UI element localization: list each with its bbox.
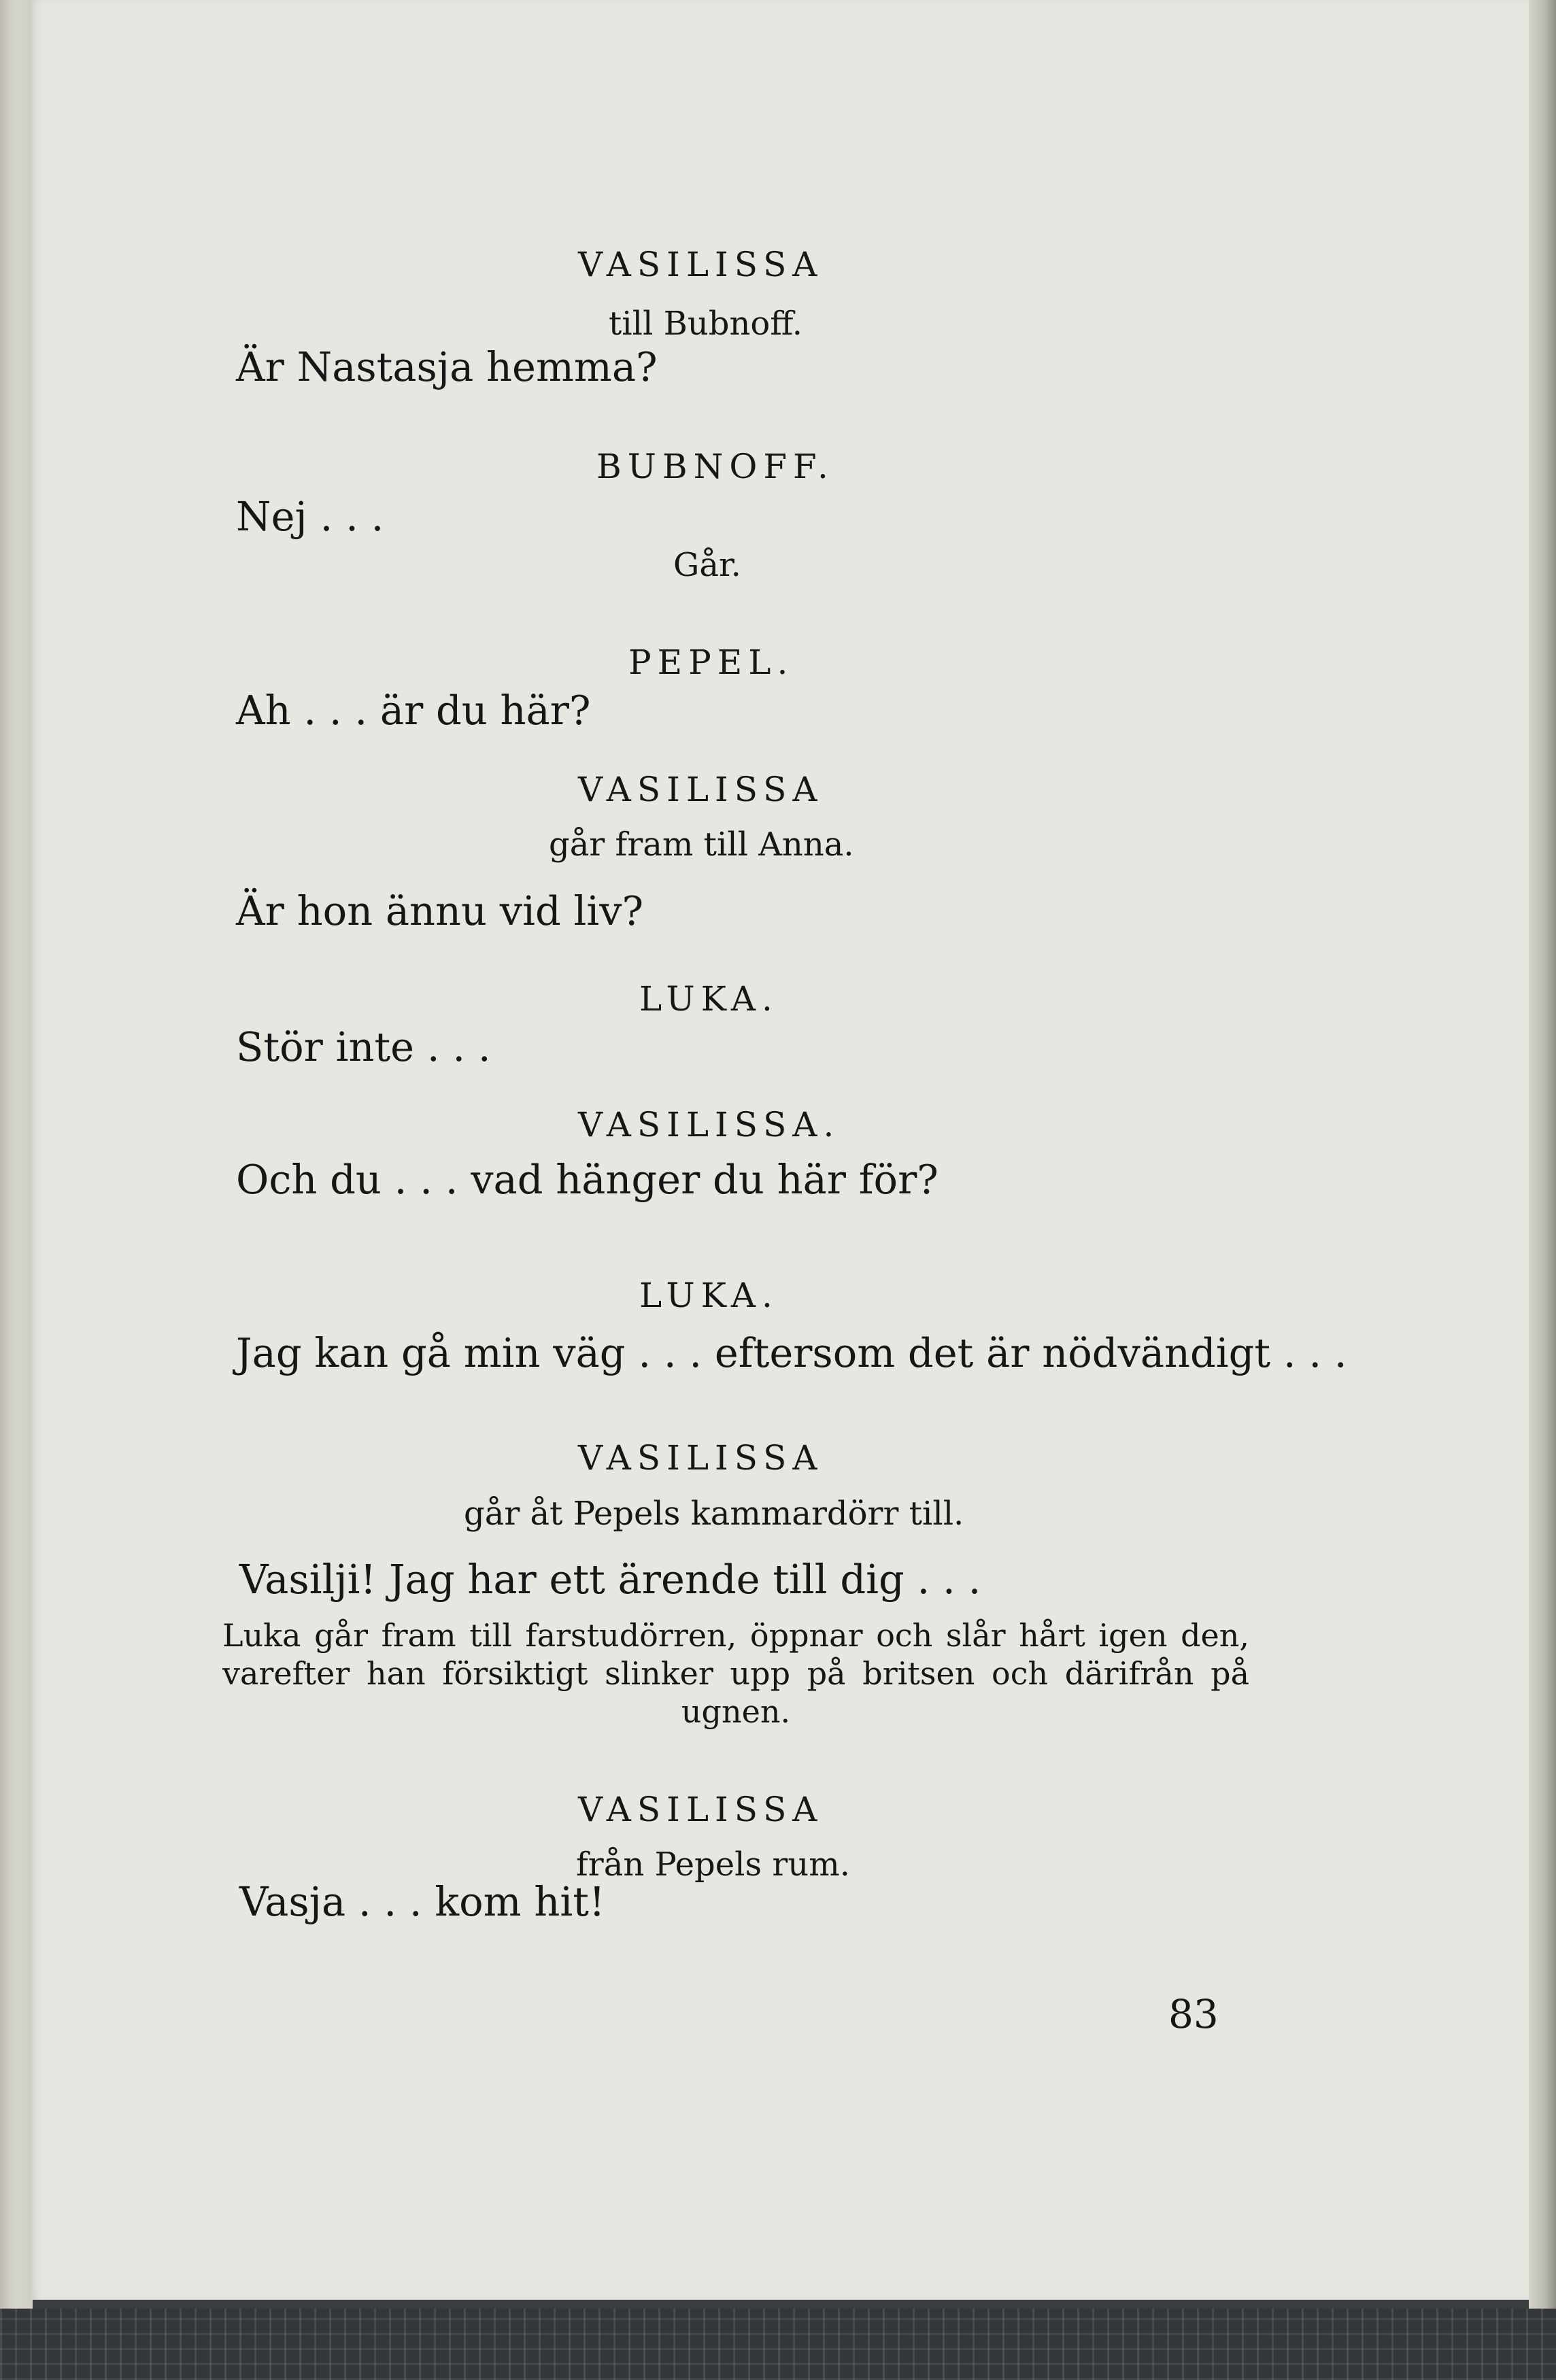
- page-number: 83: [1168, 1991, 1219, 2037]
- dialogue-line: Är hon ännu vid liv?: [236, 887, 644, 934]
- speaker-name: VASILISSA: [578, 1438, 824, 1478]
- dialogue-line: Nej . . .: [236, 493, 384, 540]
- stage-direction: går åt Pepels kammardörr till.: [464, 1495, 964, 1533]
- stage-direction: Går.: [673, 546, 741, 584]
- background-mat: [0, 2309, 1556, 2380]
- speaker-name: VASILISSA: [578, 245, 824, 284]
- dialogue-line: Vasilji! Jag har ett ärende till dig . . .: [239, 1556, 981, 1603]
- page-edge-left: [0, 0, 33, 2309]
- dialogue-line: Är Nastasja hemma?: [236, 343, 658, 390]
- speaker-name: VASILISSA: [578, 770, 824, 809]
- stage-direction-block: Luka går fram till farstudörren, öppnar och slår hårt igen den, varefter han försiktigt slinker upp på britsen och därifrån på ugnen.: [222, 1617, 1249, 1730]
- dialogue-line: Ah . . . är du här?: [236, 687, 591, 734]
- speaker-name: BUBNOFF.: [596, 447, 834, 486]
- book-page: [29, 0, 1529, 2300]
- speaker-name: LUKA.: [639, 979, 779, 1019]
- stage-direction: till Bubnoff.: [609, 305, 802, 343]
- dialogue-line: Och du . . . vad hänger du här för?: [236, 1156, 938, 1203]
- speaker-name: VASILISSA: [578, 1790, 824, 1829]
- page-edge-right: [1529, 0, 1556, 2309]
- speaker-name: LUKA.: [639, 1276, 779, 1315]
- dialogue-line: Stör inte . . .: [236, 1023, 491, 1070]
- speaker-name: VASILISSA.: [578, 1105, 841, 1144]
- stage-direction: från Pepels rum.: [576, 1846, 851, 1884]
- stage-direction: går fram till Anna.: [549, 826, 854, 864]
- speaker-name: PEPEL.: [628, 643, 794, 682]
- dialogue-line: Vasja . . . kom hit!: [239, 1878, 605, 1925]
- dialogue-line: Jag kan gå min väg . . . eftersom det är nödvändigt . . .: [236, 1329, 1347, 1376]
